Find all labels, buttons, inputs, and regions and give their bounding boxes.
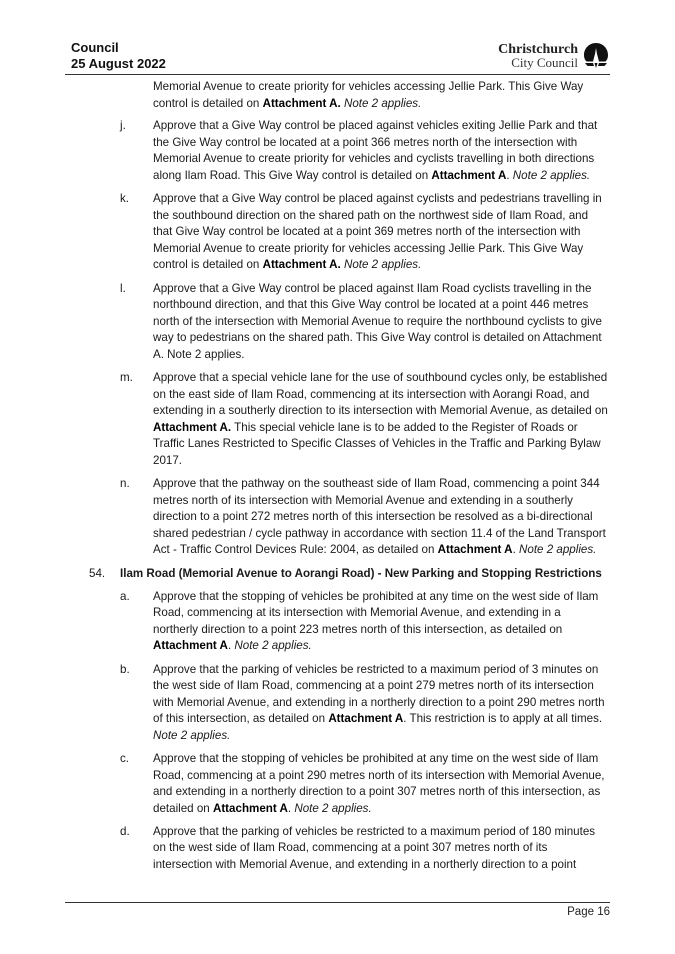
resolution-item-b: b. Approve that the parking of vehicles be restricted to a maximum period of 3 minutes on the west side of Ilam Road, commencing at a point 279 metres north of its intersection with Memorial Avenue, and extending in a northerly direction to a point 290 metres north of this intersection, as detailed on Attachment A. This restriction is to apply at all times. Note 2 applies.: [120, 662, 605, 742]
item-label: b.: [120, 662, 130, 676]
item-label: c.: [120, 751, 130, 765]
resolution-item-d: d. Approve that the parking of vehicles be restricted to a maximum period of 180 minutes on the west side of Ilam Road, commencing at a point 307 metres north of its intersection with Memorial Avenue, and extending in a northerly direction to a point: [120, 824, 596, 872]
christchurch-city-council-logo-icon: [582, 42, 610, 70]
logo-line2: City Council: [511, 55, 578, 70]
document-body: [0, 79, 675, 880]
section-title: Ilam Road (Memorial Avenue to Aorangi Road) - New Parking and Stopping Restrictions: [120, 566, 602, 580]
item-label: j.: [120, 119, 126, 133]
resolution-item-c: c. Approve that the stopping of vehicles be prohibited at any time on the west side of Ilam Road, commencing at a point 290 metres north of its intersection with Memorial Avenue, and extending in a northerly direction to a point 307 metres north of this intersection, as detailed on Attachment A. Note 2 applies.: [120, 751, 605, 815]
page-number: Page 16: [567, 906, 610, 918]
page-header: [65, 40, 610, 74]
header-meeting-info: [71, 40, 166, 72]
item-label: n.: [120, 477, 130, 491]
header-divider: [65, 74, 610, 75]
item-label: a.: [120, 589, 130, 603]
header-date: 25 August 2022: [71, 56, 166, 71]
item-label: d.: [120, 824, 130, 838]
logo-line1: Christchurch: [498, 42, 578, 57]
resolution-item-k: k. Approve that a Give Way control be placed against cyclists and pedestrians travelling in the southbound direction on the shared path on the northwest side of Ilam Road, and that Give Way control be located at a point 369 metres north of the intersection with Memorial Avenue to create priority for vehicles accessing Jellie Park. This Give Way control is detailed on Attachment A. Note 2 applies.: [120, 192, 602, 272]
resolution-item-m: m. Approve that a special vehicle lane for the use of southbound cycles only, be established on the east side of Ilam Road, commencing at its intersection with Aorangi Road, and extending in a southerly direction to its intersection with Memorial Avenue, as detailed on Attachment A. This special vehicle lane is to be added to the Register of Roads or Traffic Lanes Restricted to Specific Classes of Vehicles in the Traffic and Parking Bylaw 2017.: [120, 371, 608, 467]
footer-divider: [65, 902, 610, 903]
item-label: m.: [120, 371, 133, 384]
continued-paragraph: Memorial Avenue to create priority for vehicles accessing Jellie Park. This Give Way control is detailed on Attachment A. Note 2 applies.: [153, 80, 584, 110]
item-label: l.: [120, 281, 126, 295]
item-label: k.: [120, 192, 130, 206]
resolution-item-j: j. Approve that a Give Way control be placed against vehicles exiting Jellie Park and that the Give Way control be located at a point 366 metres north of the intersection with Memorial Avenue to create priority for vehicles and cyclists travelling in both directions along Ilam Road. This Give Way control is detailed on Attachment A. Note 2 applies.: [120, 119, 598, 182]
resolution-item-n: n. Approve that the pathway on the southeast side of Ilam Road, commencing a point 344 metres north of its intersection with Memorial Avenue and extending in a southerly direction to a point 272 metres north of this intersection be resolved as a bi-directional shared pedestrian / cycle pathway in accordance with section 11.4 of the Land Transport Act - Traffic Control Devices Rule: 2004, as detailed on Attachment A. Note 2 applies.: [120, 477, 606, 557]
council-logo: [498, 42, 610, 70]
resolution-item-l: l. Approve that a Give Way control be placed against Ilam Road cyclists travelling in the northbound direction, and that this Give Way control be located at a point 446 metres north of the intersection with Memorial Avenue to require the northbound cyclists to give way to pedestrians on the shared path. This Give Way control is detailed on Attachment A. Note 2 applies.: [120, 281, 602, 361]
section-number: 54.: [89, 566, 106, 580]
header-org: Council: [71, 40, 119, 55]
resolution-item-a: a. Approve that the stopping of vehicles be prohibited at any time on the west side of Ilam Road, commencing at its intersection with Memorial Avenue, and extending in a northerly direction to a point 223 metres north of this intersection, as detailed on Attachment A. Note 2 applies.: [120, 589, 599, 653]
section-heading-54: [89, 566, 610, 583]
